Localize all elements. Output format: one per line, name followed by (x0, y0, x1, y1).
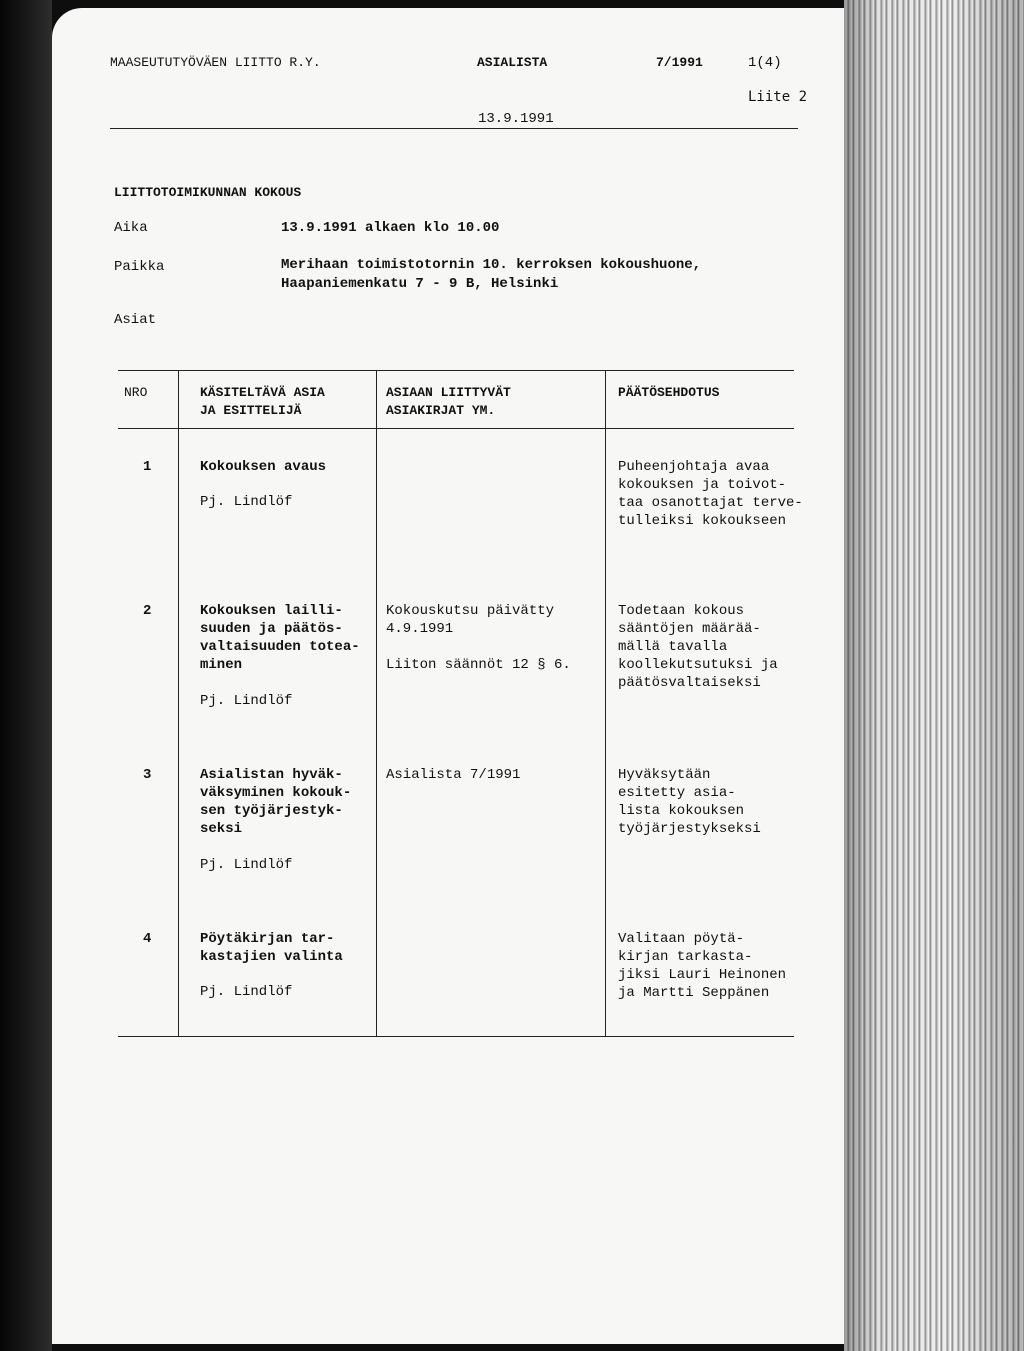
table-header-rule (118, 428, 794, 429)
row-presenter: Pj. Lindlöf (200, 494, 293, 510)
row-presenter: Pj. Lindlöf (200, 693, 293, 709)
row-proposal: Todetaan kokous sääntöjen määrää- mällä tavalla koollekutsutuksi ja päätösvaltaiseksi (618, 603, 778, 691)
row-number: 2 (143, 603, 152, 619)
place-label: Paikka (114, 259, 165, 275)
row-number: 4 (143, 931, 152, 947)
row-presenter: Pj. Lindlöf (200, 984, 293, 1000)
table-col-divider-2 (376, 370, 377, 1037)
table-col-divider-3 (605, 370, 606, 1037)
table-bottom-rule (118, 1036, 794, 1037)
table-col-divider-1 (178, 370, 179, 1037)
row-matter: Kokouksen lailli- suuden ja päätös- valtaisuuden totea- minen (200, 603, 360, 673)
table-top-rule (118, 370, 794, 371)
time-value: 13.9.1991 alkaen klo 10.00 (281, 220, 500, 236)
page-edge-shadow (844, 0, 1024, 1351)
document-type: ASIALISTA (477, 55, 548, 70)
row-documents: Kokouskutsu päivätty 4.9.1991 Liiton säännöt 12 § 6. (386, 603, 571, 673)
row-matter: Kokouksen avaus (200, 459, 327, 475)
book-binding-shadow (0, 0, 52, 1351)
scanned-page (52, 8, 844, 1344)
organization-name: MAASEUTUTYÖVÄEN LIITTO R.Y. (110, 55, 321, 70)
time-label: Aika (114, 220, 148, 236)
row-matter: Asialistan hyväk- väksyminen kokouk- sen työjärjestyk- seksi (200, 767, 352, 837)
document-number: 7/1991 (656, 55, 703, 70)
row-number: 3 (143, 767, 152, 783)
row-proposal: Puheenjohtaja avaa kokouksen ja toivot- taa osanottajat terve- tulleiksi kokoukseen (618, 459, 803, 529)
header-documents: ASIAAN LIITTYVÄT ASIAKIRJAT YM. (386, 385, 511, 418)
place-line-1: Merihaan toimistotornin 10. kerroksen kokoushuone, (281, 257, 702, 273)
header-date: 13.9.1991 (478, 111, 554, 127)
header-nro: NRO (124, 385, 148, 400)
items-label: Asiat (114, 312, 157, 328)
row-presenter: Pj. Lindlöf (200, 857, 293, 873)
page-indicator: 1(4) (748, 55, 782, 71)
row-proposal: Hyväksytään esitetty asia- lista kokouksen työjärjestykseksi (618, 767, 761, 837)
header-proposal: PÄÄTÖSEHDOTUS (618, 385, 720, 400)
row-proposal: Valitaan pöytä- kirjan tarkasta- jiksi Lauri Heinonen ja Martti Seppänen (618, 931, 787, 1001)
header-matter: KÄSITELTÄVÄ ASIA JA ESITTELIJÄ (200, 385, 325, 418)
row-matter: Pöytäkirjan tar- kastajien valinta (200, 931, 343, 965)
meeting-title: LIITTOTOIMIKUNNAN KOKOUS (114, 185, 302, 200)
row-number: 1 (143, 459, 152, 475)
place-line-2: Haapaniemenkatu 7 - 9 B, Helsinki (281, 276, 559, 292)
row-documents: Asialista 7/1991 (386, 767, 521, 783)
header-rule (110, 128, 798, 129)
attachment-label: Liite 2 (748, 89, 808, 105)
